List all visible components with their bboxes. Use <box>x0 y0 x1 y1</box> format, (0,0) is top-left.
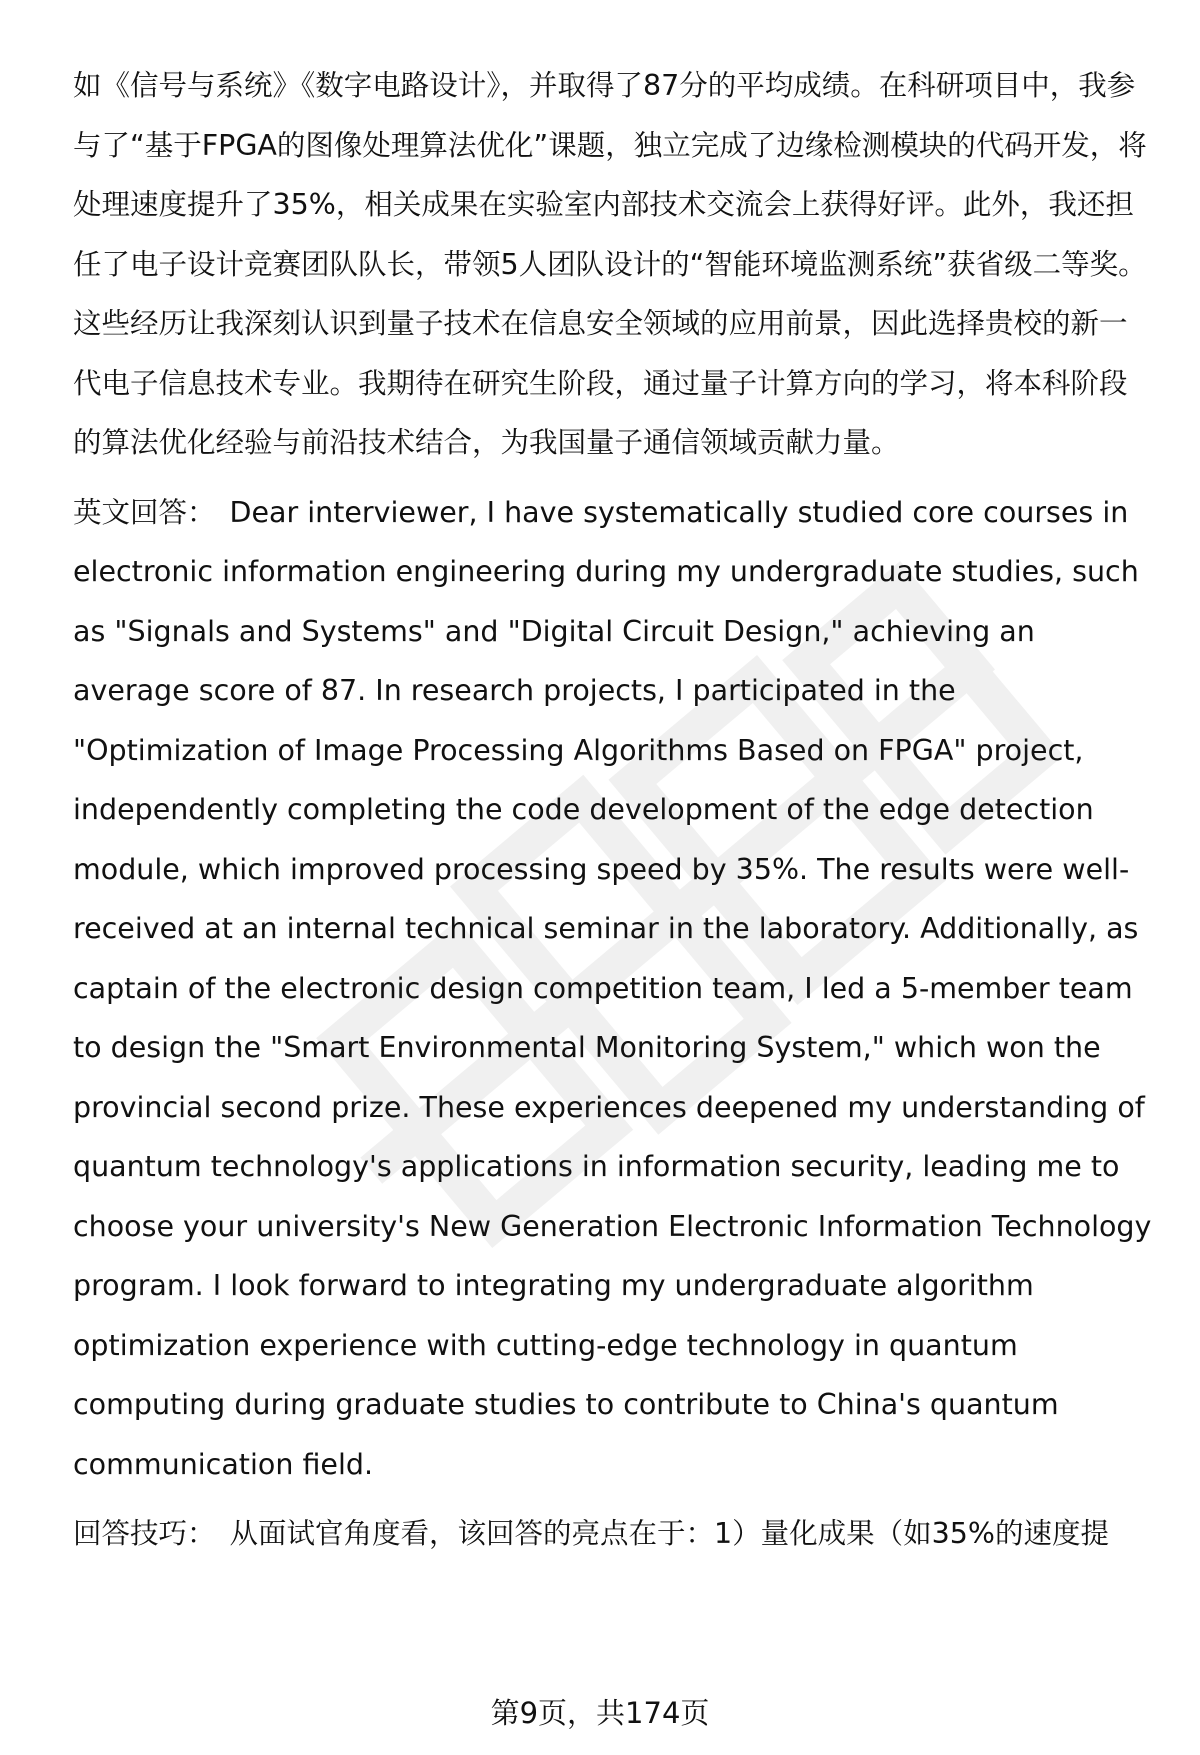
chinese-answer-text: 如《信号与系统》《数字电路设计》，并取得了87分的平均成绩。在科研项目中，我参与了“基于FPGA的图像处理算法优化”课题，独立完成了边缘检测模块的代码开发，将处理速度提升了35%，相关成果在实验室内部技术交流会上获得好评。此外，我还担任了电子设计竞赛团队队长，带领5人团队设计的“智能环境监测系统”获省级二等奖。这些经历让我深刻认识到量子技术在信息安全领域的应用前景，因此选择贵校的新一代电子信息技术专业。我期待在研究生阶段，通过量子计算方向的学习，将本科阶段的算法优化经验与前沿技术结合，为我国量子通信领域贡献力量。 <box>73 69 1147 459</box>
answer-tips-paragraph <box>73 1504 1153 1564</box>
answer-tips-text: 从面试官角度看，该回答的亮点在于：1）量化成果（如35%的速度提 <box>229 1517 1109 1550</box>
chinese-answer-paragraph <box>73 56 1153 473</box>
english-answer-label: 英文回答： <box>73 495 216 529</box>
english-answer-paragraph <box>73 483 1153 1495</box>
answer-tips-label: 回答技巧： <box>73 1517 216 1550</box>
page-number-footer: 第9页，共174页 <box>490 1696 710 1730</box>
document-body <box>73 56 1153 1564</box>
english-answer-text: Dear interviewer, I have systematically studied core courses in electronic information engineering during my undergraduate studies, such as "Signals and Systems" and "Digital Circuit Design," achieving an average score of 87. In research projects, I participated in the "Optimization of Image Processing Algorithms Based on FPGA" project, independently completing the code development of the edge detection module, which improved processing speed by 35%. The results were well-received at an internal technical seminar in the laboratory. Additionally, as captain of the electronic design competition team, I led a 5-member team to design the "Smart Environmental Monitoring System," which won the provincial second prize. These experiences deepened my understanding of quantum technology's applications in information security, leading me to choose your university's New Generation Electronic Information Technology program. I look forward to integrating my undergraduate algorithm optimization experience with cutting-edge technology in quantum computing during graduate studies to contribute to China's quantum communication field. <box>73 495 1152 1481</box>
